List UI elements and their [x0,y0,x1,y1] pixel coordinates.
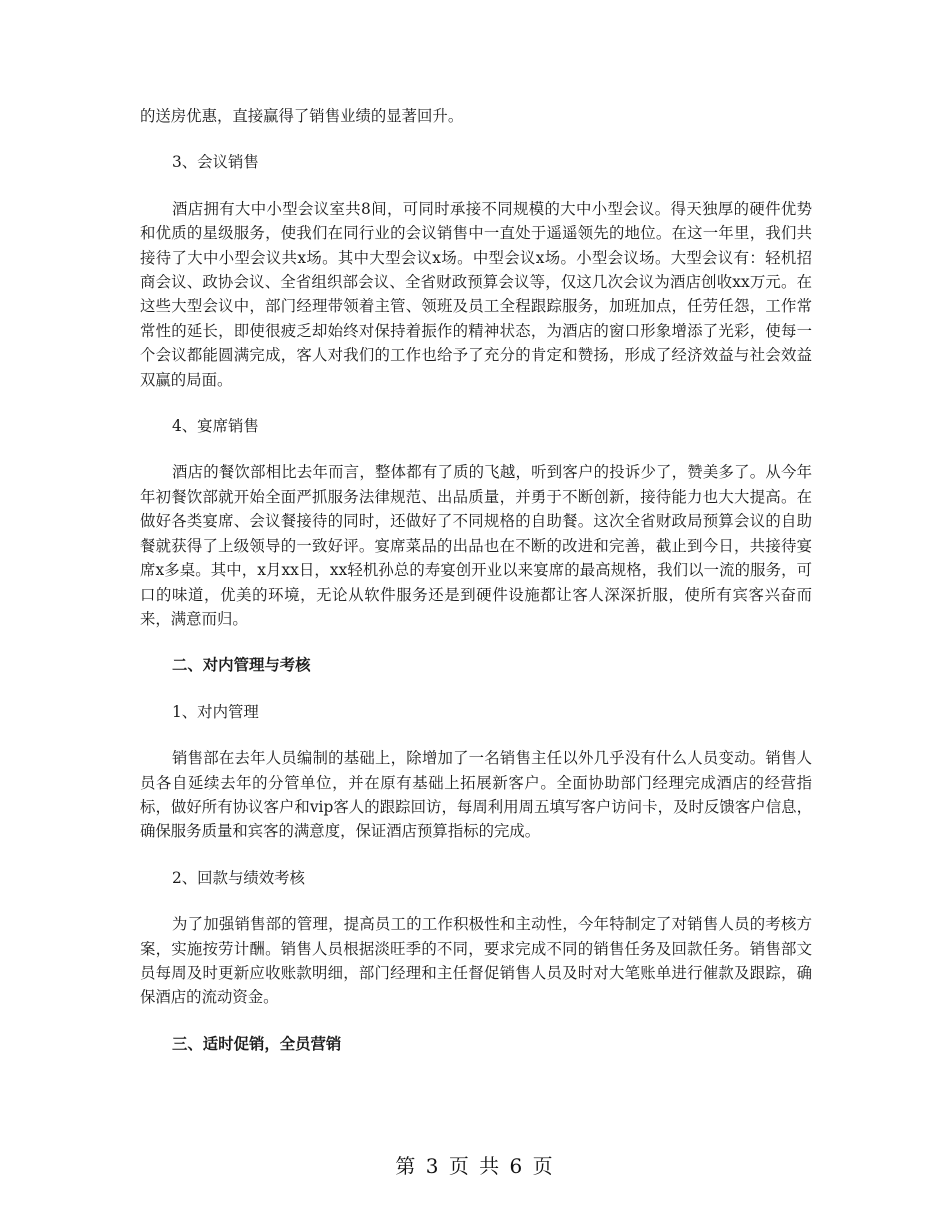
subheading-payment-assessment: 2、回款与绩效考核 [172,868,305,887]
spacer [140,678,812,700]
spacer [140,438,812,460]
spacer [140,890,812,912]
paragraph-banquet-sales: 酒店的餐饮部相比去年而言，整体都有了质的飞越，听到客户的投诉少了，赞美多了。从今年年初餐饮部就开始全面严抓服务法律规范、出品质量，并勇于不断创新，接待能力也大大提高。在做好各类宴席、会议餐接待的同时，还做好了不同规格的自助餐。这次全省财政局预算会议的自助餐就获得了上级领导的一致好评。宴席菜品的出品也在不断的改进和完善，截止到今日，共接待宴席x多桌。其中，x月xx日，xx轻机孙总的寿宴创开业以来宴席的最高规格，我们以一流的服务，可口的味道，优美的环境，无论从软件服务还是到硬件设施都让客人深深折服，使所有宾客兴奋而来，满意而归。 [140,463,812,628]
paragraph-meeting-sales: 酒店拥有大中小型会议室共8间，可同时承接不同规模的大中小型会议。得天独厚的硬件优势和优质的星级服务，使我们在同行业的会议销售中一直处于遥遥领先的地位。在这一年里，我们共接待了大中小型会议共x场。其中大型会议x场。中型会议x场。小型会议场。大型会议有：轻机招商会议、政协会议、全省组织部会议、全省财政预算会议等，仅这几次会议为酒店创收xx万元。在这些大型会议中，部门经理带领着主管、领班及员工全程跟踪服务，加班加点，任劳任怨，工作常常性的延长，即使很疲乏却始终对保持着振作的精神状态，为酒店的窗口形象增添了光彩，使每一个会议都能圆满完成，客人对我们的工作也给予了充分的肯定和赞扬，形成了经济效益与社会效益双赢的局面。 [140,199,812,389]
paragraph-internal-management: 销售部在去年人员编制的基础上，除增加了一名销售主任以外几乎没有什么人员变动。销售人员各自延续去年的分管单位，并在原有基础上拓展新客户。全面协助部门经理完成酒店的经营指标，做好所有协议客户和vip客人的跟踪回访，每周利用周五填写客户访问卡，及时反馈客户信息，确保服务质量和宾客的满意度，保证酒店预算指标的完成。 [140,749,812,841]
section-heading-internal-management: 二、对内管理与考核 [172,656,311,675]
page-number-footer: 第 3 页 共 6 页 [395,1154,555,1178]
spacer [140,844,812,866]
spacer [140,631,812,653]
spacer [140,1010,812,1032]
paragraph-continuation: 的送房优惠，直接赢得了销售业绩的显著回升。 [140,107,464,125]
section-heading-promotion: 三、适时促销，全员营销 [172,1034,342,1053]
subheading-internal-management: 1、对内管理 [172,702,259,721]
spacer [140,128,812,150]
subheading-banquet-sales: 4、宴席销售 [172,417,259,436]
subheading-meeting-sales: 3、会议销售 [172,153,259,172]
document-body [140,104,812,1056]
paragraph-payment-assessment: 为了加强销售部的管理，提高员工的工作积极性和主动性，今年特制定了对销售人员的考核方案，实施按劳计酬。销售人员根据淡旺季的不同，要求完成不同的销售任务及回款任务。销售部文员每周及时更新应收账款明细，部门经理和主任督促销售人员及时对大笔账单进行催款及跟踪，确保酒店的流动资金。 [140,915,812,1007]
spacer [140,175,812,197]
spacer [140,724,812,746]
spacer [140,392,812,414]
